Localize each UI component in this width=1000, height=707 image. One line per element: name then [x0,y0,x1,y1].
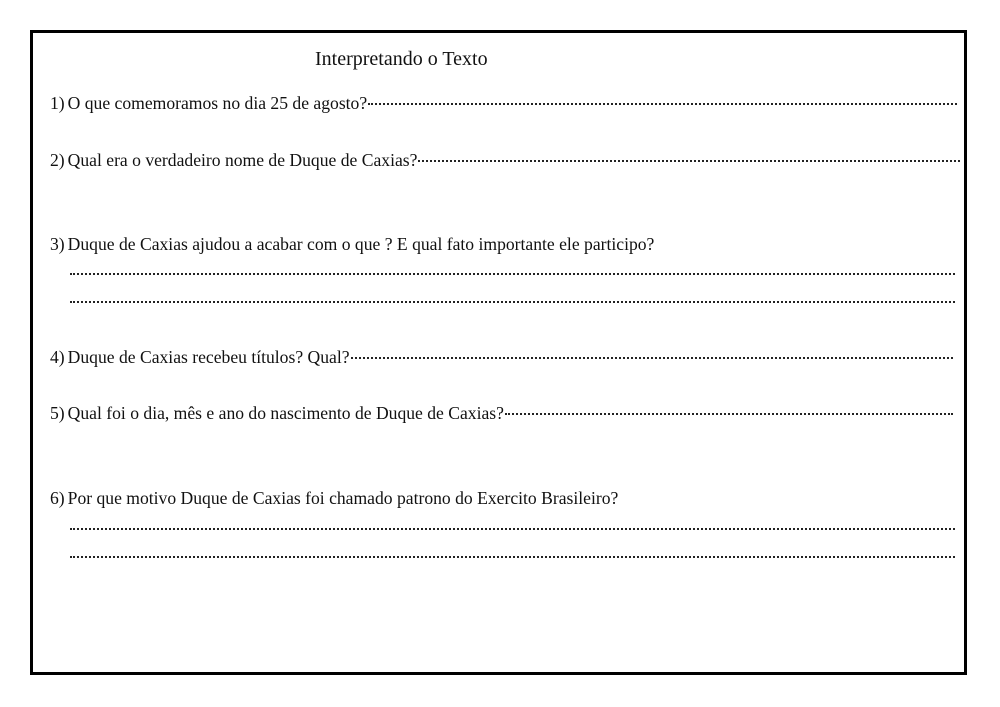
answer-line[interactable] [70,299,955,303]
question-number: 3) [50,234,65,254]
question-text: Qual foi o dia, mês e ano do nascimento de Duque de Caxias? [67,403,504,423]
question-6 [50,487,618,509]
answer-line[interactable] [351,357,953,359]
answer-line[interactable] [70,271,955,275]
question-1 [50,92,957,114]
question-text: Por que motivo Duque de Caxias foi chamado patrono do Exercito Brasileiro? [67,488,619,508]
question-4 [50,346,953,368]
question-2 [50,149,960,171]
answer-line[interactable] [505,413,953,415]
question-text: Duque de Caxias recebeu títulos? Qual? [67,347,350,367]
question-text: Duque de Caxias ajudou a acabar com o que ? E qual fato importante ele participo? [67,234,655,254]
worksheet-title: Interpretando o Texto [315,48,488,70]
question-text: O que comemoramos no dia 25 de agosto? [67,93,368,113]
question-number: 5) [50,403,65,423]
answer-line[interactable] [418,160,960,162]
question-number: 6) [50,488,65,508]
answer-line[interactable] [70,526,955,530]
question-number: 2) [50,150,65,170]
worksheet-frame [30,30,967,675]
answer-line[interactable] [70,554,955,558]
question-text: Qual era o verdadeiro nome de Duque de Caxias? [67,150,418,170]
answer-line[interactable] [368,103,957,105]
question-number: 4) [50,347,65,367]
question-3 [50,233,654,255]
question-number: 1) [50,93,65,113]
question-5 [50,402,953,424]
